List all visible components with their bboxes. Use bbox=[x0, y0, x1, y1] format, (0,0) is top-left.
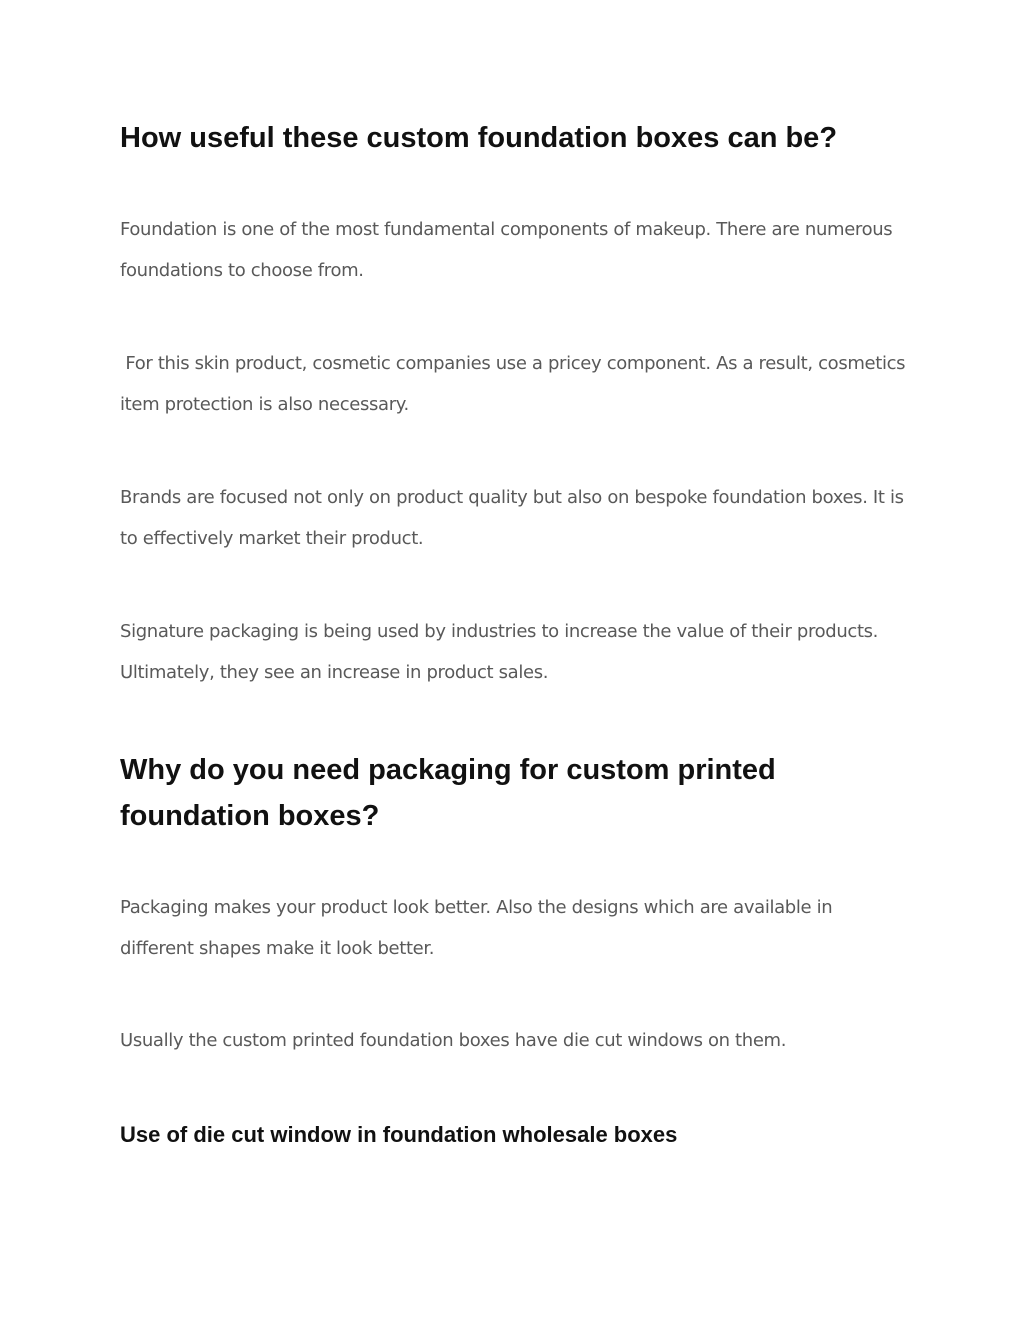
heading-why-packaging: Why do you need packaging for custom printed foundation boxes? bbox=[120, 754, 776, 832]
heading-custom-foundation-boxes: How useful these custom foundation boxes can be? bbox=[120, 122, 838, 154]
paragraph-packaging-better: Packaging makes your product look better. Also the designs which are available in different shapes make it look better. bbox=[120, 897, 838, 959]
paragraph-foundation-intro: Foundation is one of the most fundamental components of makeup. There are numerous foundations to choose from. bbox=[120, 219, 898, 281]
paragraph-signature-packaging: Signature packaging is being used by industries to increase the value of their products. Ultimately, they see an increase in product sales. bbox=[120, 621, 884, 683]
heading-die-cut-window: Use of die cut window in foundation wholesale boxes bbox=[120, 1122, 678, 1147]
paragraph-brands: Brands are focused not only on product quality but also on bespoke foundation boxes. It is to effectively market their product. bbox=[120, 487, 910, 549]
paragraph-skin-product: For this skin product, cosmetic companies use a pricey component. As a result, cosmetics item protection is also necessary. bbox=[120, 353, 911, 415]
paragraph-die-cut-windows: Usually the custom printed foundation boxes have die cut windows on them. bbox=[120, 1030, 787, 1051]
